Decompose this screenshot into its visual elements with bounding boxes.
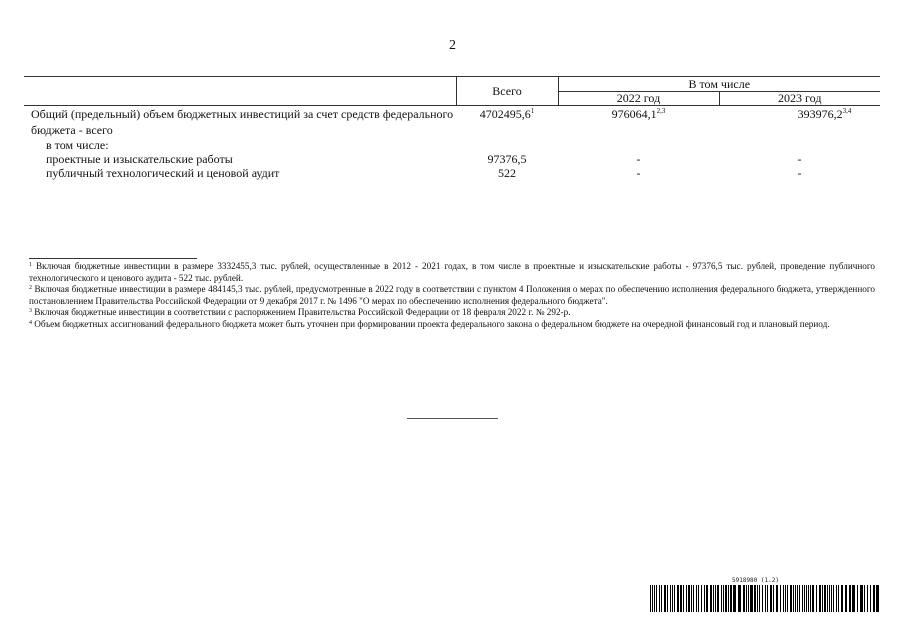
- table-row: [24, 166, 880, 180]
- page-number: 2: [449, 38, 456, 53]
- footnotes: [29, 261, 875, 330]
- barcode: [650, 577, 880, 613]
- footnote-separator: [29, 258, 197, 259]
- footnote-ref: 1: [530, 107, 535, 115]
- table-row: [24, 152, 880, 166]
- year-2023-value: -: [797, 152, 802, 166]
- year-2023-value: 393976,2$^{3,4}$: [797, 107, 852, 121]
- investment-table: [24, 76, 880, 180]
- year-2022-value: -: [636, 152, 641, 166]
- row-description: публичный технологический и ценовой аудит: [46, 166, 280, 180]
- description-column-header: [24, 77, 456, 106]
- barcode-icon: [650, 585, 880, 612]
- table-row-total-volume: [24, 106, 880, 139]
- barcode-number: 5918980 (1.2): [732, 577, 779, 584]
- table-row-including-label: [24, 138, 880, 152]
- footnote-1: $^1$ Включая бюджетные инвестиции в размере 3332455,3 тыс. рублей, осуществленные в 2012 - 2021 годах, в том числе в проектные и изыскательские работы - 97376,5 тыс. рублей, проведение публичного технологического и ценового аудита - 522 тыс. рублей.: [29, 261, 876, 283]
- footnote-ref: 3,4: [842, 107, 852, 115]
- including-label: в том числе:: [46, 138, 109, 152]
- footnote-ref: 2,3: [656, 107, 666, 115]
- total-column-header: Всего: [456, 77, 558, 106]
- total-value: 522: [498, 166, 516, 180]
- footnote-4: $^4$ Объем бюджетных ассигнований федерального бюджета может быть уточнен при формировании проекта федерального закона о федеральном бюджете на очередной финансовый год и плановый период.: [29, 318, 830, 329]
- row-description: проектные и изыскательские работы: [46, 152, 233, 166]
- year-2023-column-header: 2023 год: [719, 92, 880, 106]
- year-2023-value: -: [797, 166, 802, 180]
- footnote-2: $^2$ Включая бюджетные инвестиции в размере 484145,3 тыс. рублей, предусмотренные в 2022 году в соответствии с пунктом 4 Положения о мерах по обеспечению исполнения федерального бюджета, утвержденного постановлением Правительства Российской Федерации от 9 декабря 2017 г. № 1496 "О мерах по обеспечению исполнения федерального бюджета".: [29, 284, 875, 306]
- year-2022-value: -: [636, 166, 641, 180]
- year-2022-value: 976064,1$^{2,3}$: [611, 107, 666, 121]
- year-2022-column-header: 2022 год: [558, 92, 719, 106]
- footnote-3: $^3$ Включая бюджетные инвестиции в соответствии с распоряжением Правительства Российской Федерации от 18 февраля 2022 г. № 292-р.: [29, 307, 571, 317]
- total-value: 4702495,6$^1$: [479, 107, 535, 121]
- row-description: Общий (предельный) объем бюджетных инвестиций за счет средств федерального бюджета - всего: [31, 107, 454, 137]
- including-group-header: В том числе: [558, 77, 880, 92]
- total-value: 97376,5: [487, 152, 527, 166]
- end-of-document-rule: [407, 418, 498, 419]
